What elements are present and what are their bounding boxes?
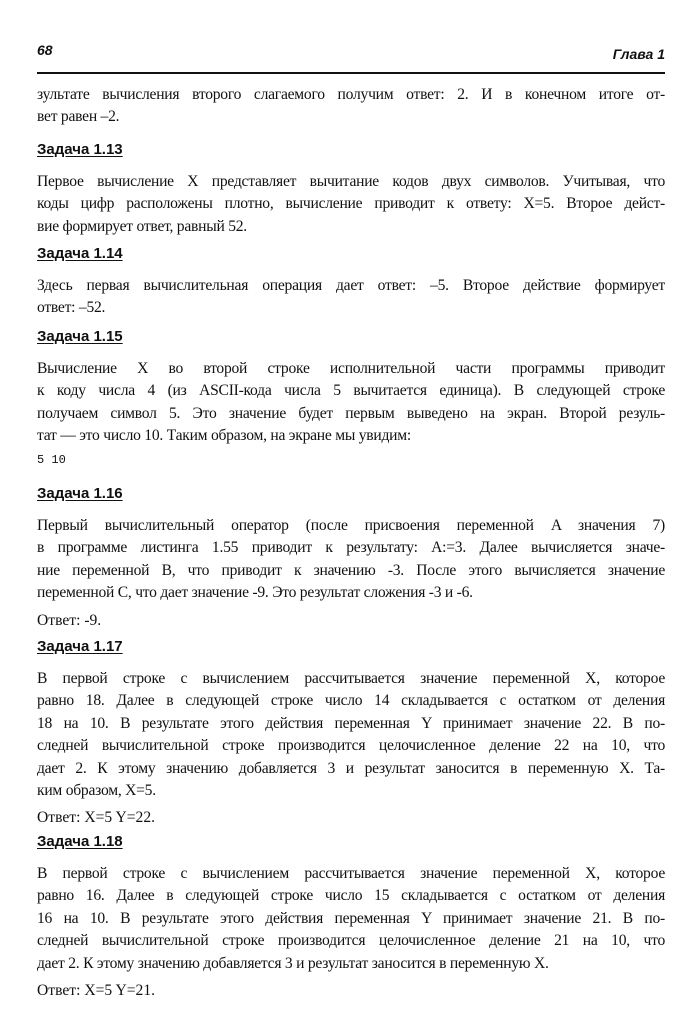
paragraph-line: 16 на 10. В результате этого действия переменная Y принимает значение 21. В по-: [37, 909, 665, 927]
page-number: 68: [37, 42, 53, 58]
paragraph-line: 18 на 10. В результате этого действия переменная Y принимает значение 22. В по-: [37, 714, 665, 732]
paragraph-line: в программе листинга 1.55 приводит к результату: A:=3. Далее вычисляется значе-: [37, 539, 665, 557]
paragraph-line: В первой строке с вычислением рассчитывается значение переменной X, которое: [37, 865, 665, 882]
paragraph-line: следней вычислительной строке производится целочисленное деление 21 на 10, что: [37, 932, 665, 950]
paragraph-line: следней вычислительной строке производится целочисленное деление 22 на 10, что: [37, 737, 665, 755]
paragraph-line: В первой строке с вычислением рассчитывается значение переменной X, которое: [37, 670, 665, 687]
paragraph-line: Первый вычислительный оператор (после присвоения переменной A значения 7): [37, 517, 665, 534]
paragraph-line: ние переменной B, что приводит к значению -3. После этого вычисляется значение: [37, 561, 665, 579]
paragraph-line: Вычисление X во второй строке исполнительной части программы приводит: [37, 360, 665, 377]
answer-line: Ответ: X=5 Y=22.: [37, 809, 156, 827]
page-header: [37, 40, 665, 74]
task-section: [37, 831, 665, 1002]
paragraph-line: дает 2. К этому значению добавляется 3 и результат заносится в переменную X. Та-: [37, 759, 665, 777]
paragraph-line: равно 18. Далее в следующей строке число 14 складывается с остатком от деления: [37, 692, 665, 710]
task-heading: Задача 1.15: [37, 328, 123, 345]
paragraph-line: получаем символ 5. Это значение будет первым выведено на экран. Второй резуль-: [37, 404, 665, 422]
task-section: [37, 243, 665, 320]
paragraph-line: ответ: –52.: [37, 299, 106, 317]
answer-line: Ответ: -9.: [37, 611, 102, 629]
paragraph-line: зультате вычисления второго слагаемого получим ответ: 2. И в конечном итоге от-: [37, 86, 665, 103]
paragraph-line: коды цифр расположены плотно, вычисление приводит к ответу: X=5. Второе дейст-: [37, 195, 665, 213]
program-output: 5 10: [37, 452, 66, 467]
paragraph-line: Первое вычисление X представляет вычитание кодов двух символов. Учитывая, что: [37, 173, 665, 190]
paragraph-line: ким образом, X=5.: [37, 781, 156, 799]
paragraph-line: дает 2. К этому значению добавляется 3 и результат заносится в переменную X.: [37, 954, 549, 972]
paragraph-line: переменной C, что дает значение -9. Это результат сложения -3 и -6.: [37, 584, 473, 602]
task-section: [37, 139, 665, 238]
task-heading: Задача 1.14: [37, 245, 123, 262]
task-heading: Задача 1.13: [37, 141, 123, 158]
continued-paragraph: [37, 84, 665, 129]
paragraph-line: равно 16. Далее в следующей строке число 15 складывается с остатком от деления: [37, 887, 665, 905]
task-heading: Задача 1.16: [37, 485, 123, 502]
task-section: [37, 483, 665, 632]
task-section: [37, 326, 665, 471]
paragraph-line: вет равен –2.: [37, 108, 120, 126]
chapter-title: Глава 1: [612, 46, 665, 62]
task-heading: Задача 1.17: [37, 638, 123, 655]
paragraph-line: тат — это число 10. Таким образом, на экране мы увидим:: [37, 427, 411, 445]
task-heading: Задача 1.18: [37, 833, 123, 850]
answer-line: Ответ: X=5 Y=21.: [37, 981, 156, 999]
task-section: [37, 636, 665, 829]
paragraph-line: Здесь первая вычислительная операция дает ответ: –5. Второе действие формирует: [37, 277, 665, 294]
paragraph-line: вие формирует ответ, равный 52.: [37, 217, 247, 235]
paragraph-line: к коду числа 4 (из ASCII-кода числа 5 вычитается единица). В следующей строке: [37, 382, 665, 400]
